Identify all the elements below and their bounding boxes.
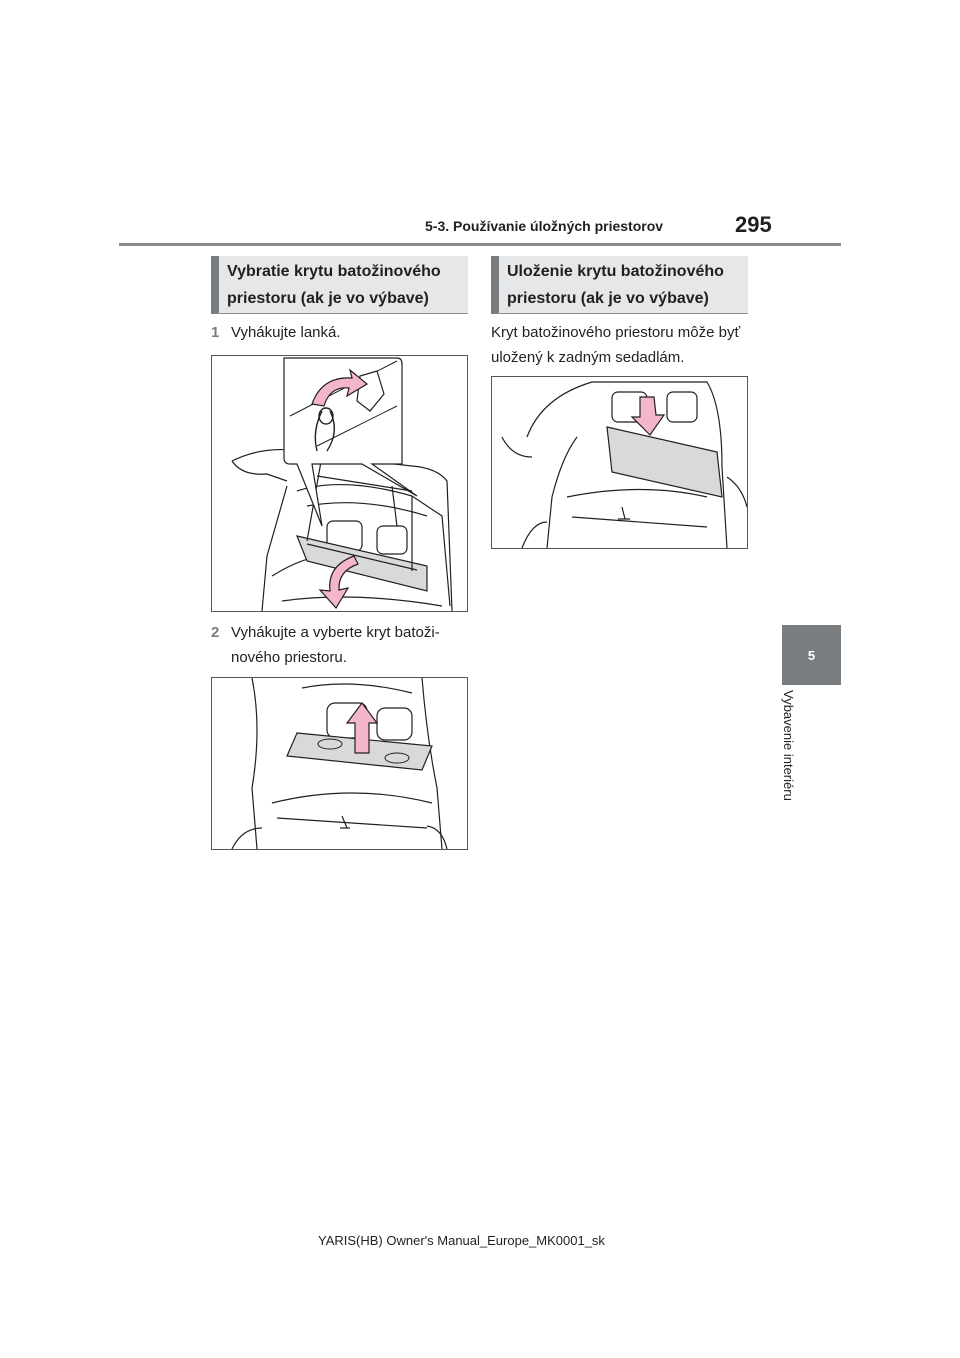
chapter-label: Vybavenie interiéru — [781, 690, 796, 801]
section-title: 5-3. Používanie úložných priestorov — [425, 218, 664, 234]
figure-unhook-cords — [211, 355, 468, 612]
step-text: Vyhákujte a vyberte kryt batoži-nového priestoru. — [231, 624, 440, 666]
chapter-tab[interactable] — [782, 625, 841, 685]
chapter-number: 5 — [807, 647, 816, 663]
figure-store-cover — [491, 376, 748, 549]
store-cover-paragraph: Kryt batožinového priestoru môže byť uložený k zadným sedadlám. — [491, 324, 741, 366]
step-2 — [211, 620, 466, 670]
step-text: Vyhákujte lanká. — [231, 324, 341, 341]
section-heading-store-cover: Uloženie krytu batožinového priestoru (ak je vo výbave) — [491, 256, 748, 314]
section-heading-remove-cover: Vybratie krytu batožinového priestoru (ak je vo výbave) — [211, 256, 468, 314]
header-divider — [119, 243, 841, 246]
manual-id-footer: YARIS(HB) Owner's Manual_Europe_MK0001_sk — [318, 1233, 605, 1248]
chapter-label-container — [780, 690, 810, 830]
step-number: 2 — [211, 624, 220, 641]
page-number: 295 — [735, 212, 772, 237]
figure-remove-cover — [211, 677, 468, 850]
step-1 — [211, 320, 466, 345]
step-number: 1 — [211, 324, 220, 341]
